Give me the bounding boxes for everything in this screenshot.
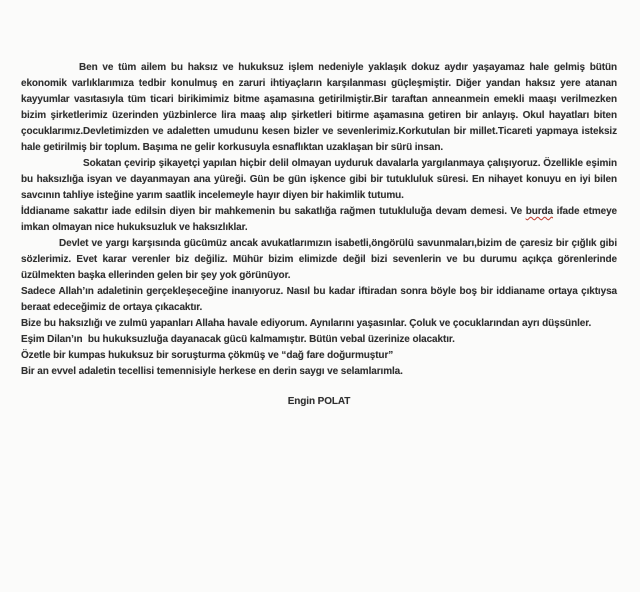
signature: Engin POLAT (287, 396, 351, 407)
misspelled-word-underline: burda (525, 206, 553, 217)
paragraph-summary: Özetle bir kumpas hukuksuz bir soruşturma çökmüş ve “dağ fare doğurmuştur” (21, 350, 394, 361)
paragraph-defense: Devlet ve yargı karşısında gücümüz ancak avukatlarımızın isabetli,öngörülü savunmaları,bizim de çaresiz bir çığlık gibi sözlerimiz. Evet karar verenler biz değiliz. Mühür bizim elimizde değil bizi sevenlerin ve bu durumu açıkça görenlerinde üzülmekten başka ellerinden gelen bir şey yok görünüyor. (21, 238, 620, 281)
paragraph-intro: Ben ve tüm ailem bu haksız ve hukuksuz işlem nedeniyle yaklaşık dokuz aydır yaşayamaz hale gelmiş bütün ekonomik varlıklarımıza tedbir konulmuş en zaruri ihtiyaçların karşılanması güçleşmiştir. Diğer yandan haksız yere atanan kayyumlar vasıtasıyla tüm ticari birikimimiz bitme aşamasına getirilmiştir.Bir taraftan anneanmein emekli maaşı verilmezken bizim şirketlerimiz üzerinden yüzbinlerce lira maaş alıp şirketleri bitirme aşamasına getiren bir anlayış. Okul hayatları biten çocuklarımız.Devletimizden ve adaletten umudunu kesen bizler ve sevenlerimiz.Korkutulan bir millet.Ticareti yapmaya isteksiz hale getirilmiş bir toplum. Başıma ne gelir korkusuyla esnaflıktan uzaklaşan bir sürü insan. (21, 62, 620, 153)
paragraph-text-segment: ifade etmeye imkan olmayan nice hukuksuzluk ve haksızlıklar. (21, 206, 620, 233)
paragraph-curse: Bize bu haksızlığı ve zulmü yapanları Allaha havale ediyorum. Aynılarını yaşasınlar. Çoluk ve çocuklarından ayrı düşsünler. (21, 318, 592, 329)
paragraph-accusations: Sokatan çevirip şikayetçi yapılan hiçbir delil olmayan uyduruk davalarla yargılanmaya çalışıyoruz. Özellikle eşimin bu haksızlığa isyan ve dayanmayan ana yüreği. Gün be gün işkence gibi bir tutukluluk süresi. En nihayet konuyu en iyi bilen savcının tahliye isteğine yarım saatlik incelemeyle hayır diyen bir hakimlik tutumu. (21, 158, 620, 201)
paragraph-wife-statement: Eşim Dilan’ın bu hukuksuzluğa dayanacak gücü kalmamıştır. Bütün vebal üzerinize olacaktır. (21, 334, 455, 345)
paragraph-indictment (21, 204, 620, 236)
paragraph-closing: Bir an evvel adaletin tecellisi temennisiyle herkese en derin saygı ve selamlarımla. (21, 366, 403, 377)
paragraph-text-segment: İddianame sakattır iade edilsin diyen bir mahkemenin bu sakatlığa rağmen tutukluluğa devam demesi. Ve (21, 206, 526, 217)
paragraph-justice-belief: Sadece Allah’ın adaletinin gerçekleşeceğine inanıyoruz. Nasıl bu kadar iftiradan sonra böyle boş bir iddianame ortaya çıktıysa beraat edeceğimiz de ortaya çıkacaktır. (21, 286, 620, 313)
statement-letter (21, 60, 620, 410)
